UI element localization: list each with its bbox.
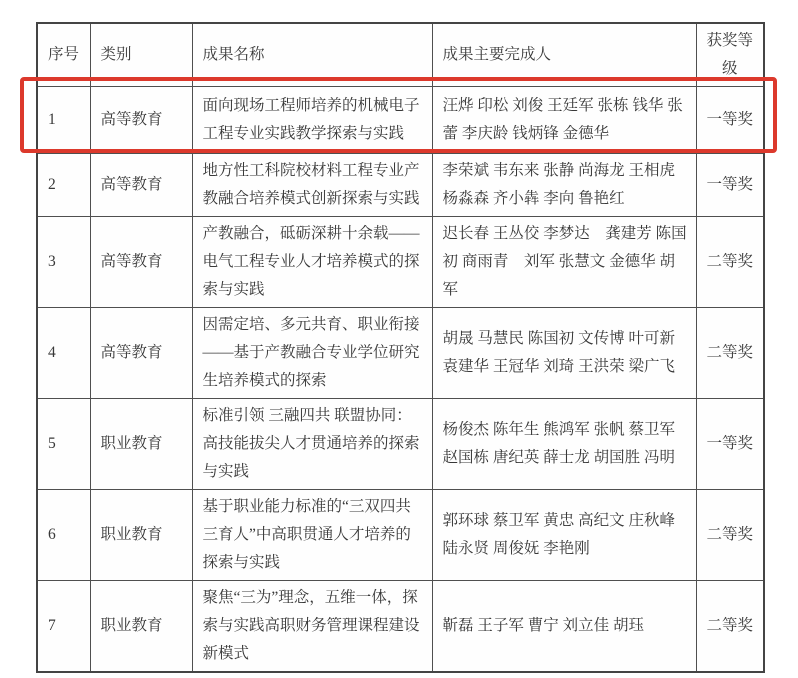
- header-cell-award-level: 获奖等级: [696, 23, 764, 87]
- contributors-cell: 李荣斌 韦东来 张静 尚海龙 王相虎 杨淼森 齐小犇 李向 鲁艳红: [432, 154, 696, 217]
- contributors-cell: 胡晟 马慧民 陈国初 文传博 叶可新 袁建华 王冠华 刘琦 王洪荣 梁广飞: [432, 308, 696, 399]
- award-level-cell: 二等奖: [696, 490, 764, 581]
- achievement-title-cell: 产教融合，砥砺深耕十余载——电气工程专业人才培养模式的探索与实践: [192, 217, 432, 308]
- achievement-title-cell: 因需定培、多元共育、职业衔接——基于产教融合专业学位研究生培养模式的探索: [192, 308, 432, 399]
- category-cell: 高等教育: [90, 87, 192, 154]
- award-level-cell: 二等奖: [696, 308, 764, 399]
- table-row: [37, 399, 764, 490]
- award-level-cell: 一等奖: [696, 154, 764, 217]
- achievement-title-cell: 聚焦“三为”理念，五维一体，探索与实践高职财务管理课程建设新模式: [192, 581, 432, 673]
- row-number-cell: 6: [37, 490, 90, 581]
- table-row: [37, 581, 764, 673]
- table-row: [37, 154, 764, 217]
- category-cell: 职业教育: [90, 490, 192, 581]
- achievement-title-cell: 基于职业能力标准的“三双四共三育人”中高职贯通人才培养的探索与实践: [192, 490, 432, 581]
- table-row: [37, 490, 764, 581]
- header-cell-title: 成果名称: [192, 23, 432, 87]
- row-number-cell: 3: [37, 217, 90, 308]
- category-cell: 职业教育: [90, 399, 192, 490]
- contributors-cell: 郭环球 蔡卫军 黄忠 高纪文 庄秋峰 陆永贤 周俊妩 李艳刚: [432, 490, 696, 581]
- award-level-cell: 一等奖: [696, 87, 764, 154]
- header-row: [37, 23, 764, 87]
- row-number-cell: 1: [37, 87, 90, 154]
- category-cell: 高等教育: [90, 308, 192, 399]
- category-cell: 高等教育: [90, 217, 192, 308]
- table-row: [37, 308, 764, 399]
- awards-table-container: [36, 22, 765, 673]
- row-number-cell: 2: [37, 154, 90, 217]
- row-number-cell: 4: [37, 308, 90, 399]
- table-row-highlighted: [37, 87, 764, 154]
- award-level-cell: 二等奖: [696, 217, 764, 308]
- table-body: [37, 87, 764, 673]
- achievement-title-cell: 地方性工科院校材料工程专业产教融合培养模式创新探索与实践: [192, 154, 432, 217]
- category-cell: 职业教育: [90, 581, 192, 673]
- header-cell-number: 序号: [37, 23, 90, 87]
- row-number-cell: 5: [37, 399, 90, 490]
- contributors-cell: 汪烨 印松 刘俊 王廷军 张栋 钱华 张蕾 李庆龄 钱炳锋 金德华: [432, 87, 696, 154]
- awards-table: [36, 22, 765, 673]
- achievement-title-cell: 面向现场工程师培养的机械电子工程专业实践教学探索与实践: [192, 87, 432, 154]
- award-level-cell: 一等奖: [696, 399, 764, 490]
- award-level-cell: 二等奖: [696, 581, 764, 673]
- table-row: [37, 217, 764, 308]
- contributors-cell: 迟长春 王丛佼 李梦达 龚建芳 陈国初 商雨青 刘军 张慧文 金德华 胡军: [432, 217, 696, 308]
- row-number-cell: 7: [37, 581, 90, 673]
- header-cell-category: 类别: [90, 23, 192, 87]
- contributors-cell: 靳磊 王子军 曹宁 刘立佳 胡珏: [432, 581, 696, 673]
- category-cell: 高等教育: [90, 154, 192, 217]
- header-cell-contributors: 成果主要完成人: [432, 23, 696, 87]
- table-header: [37, 23, 764, 87]
- achievement-title-cell: 标准引领 三融四共 联盟协同：高技能拔尖人才贯通培养的探索与实践: [192, 399, 432, 490]
- contributors-cell: 杨俊杰 陈年生 熊鸿军 张帆 蔡卫军 赵国栋 唐纪英 薛士龙 胡国胜 冯明: [432, 399, 696, 490]
